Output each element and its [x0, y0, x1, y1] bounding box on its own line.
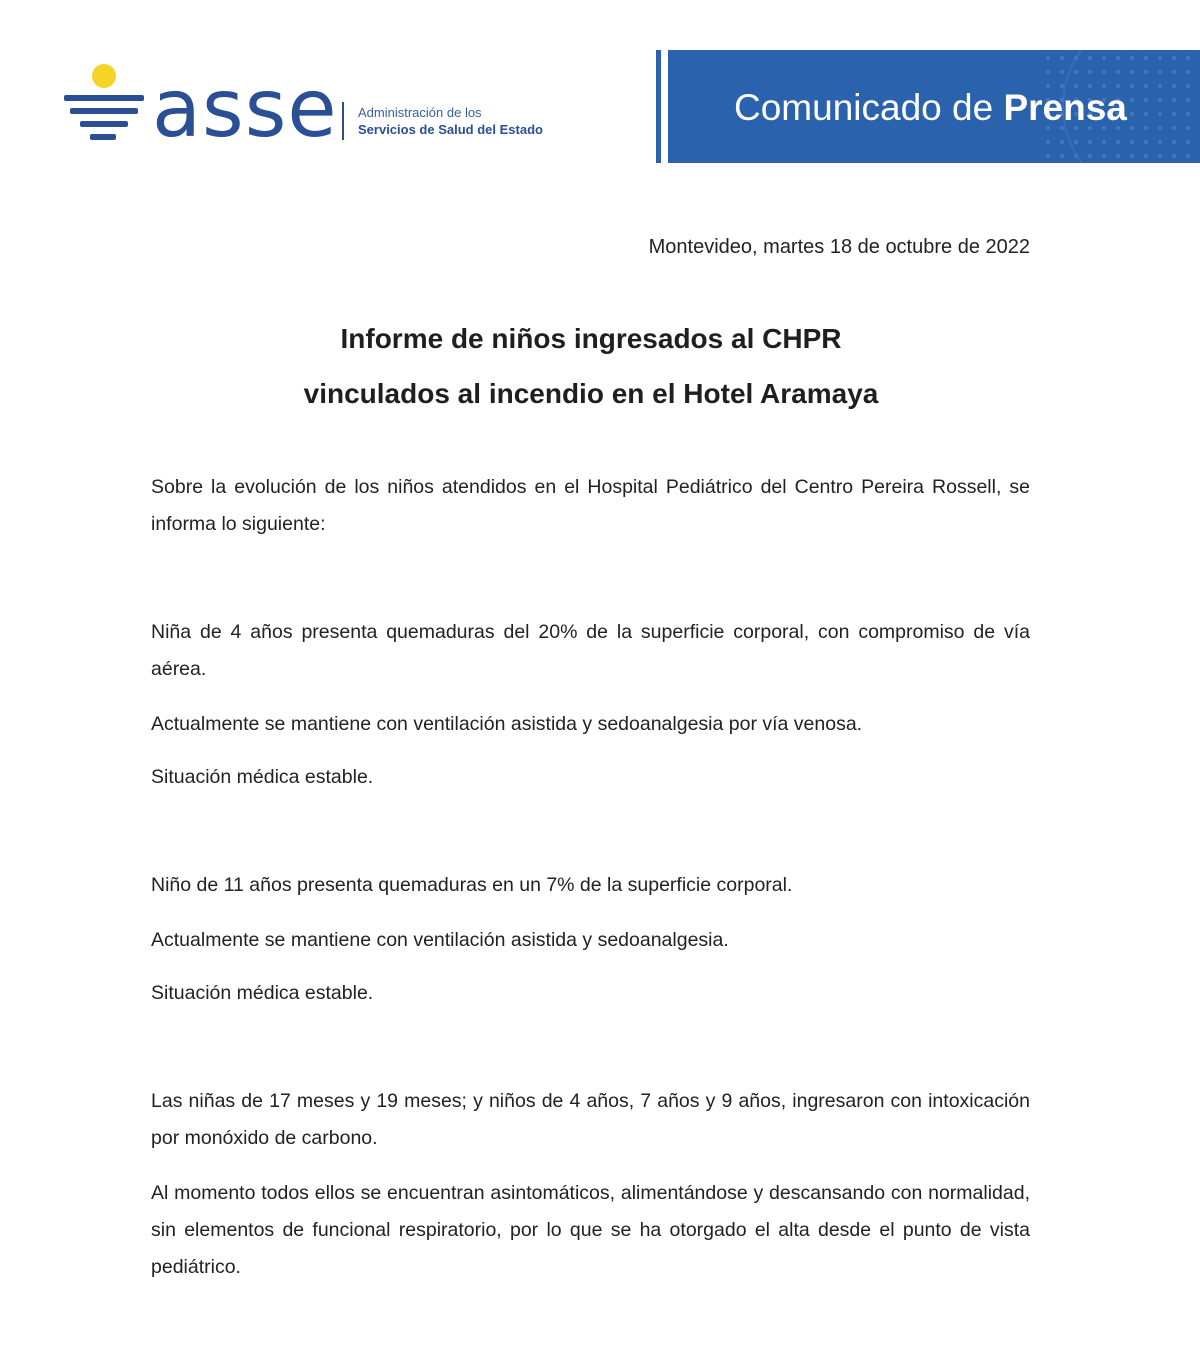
intro-paragraph: Sobre la evolución de los niños atendidos en el Hospital Pediátrico del Centro Pereira Rossell, se informa lo siguiente: — [151, 476, 1030, 535]
logo-subtitle-line1: Administración de los — [358, 105, 482, 120]
banner-title-bold: Prensa — [1003, 87, 1127, 128]
banner-title-light: Comunicado de — [734, 87, 1004, 128]
case-a-paragraph-3: Situación médica estable. — [151, 766, 374, 788]
case-b-paragraph-2: Actualmente se mantiene con ventilación asistida y sedoanalgesia. — [151, 929, 729, 951]
case-b-paragraph-1: Niño de 11 años presenta quemaduras en un 7% de la superficie corporal. — [151, 874, 793, 896]
case-c-paragraph-1: Las niñas de 17 meses y 19 meses; y niños de 4 años, 7 años y 9 años, ingresaron con intoxicación por monóxido de carbono. — [151, 1090, 1030, 1149]
case-c-paragraph-2: Al momento todos ellos se encuentran asintomáticos, alimentándose y descansando con normalidad, sin elementos de funcional respiratorio, por lo que se ha otorgado el alta desde el punto de vista pediátrico. — [151, 1182, 1030, 1278]
document-title-line1: Informe de niños ingresados al CHPR — [340, 323, 842, 354]
asse-logo — [60, 60, 580, 160]
banner-title — [734, 86, 1127, 130]
case-b-paragraph-3: Situación médica estable. — [151, 982, 374, 1004]
dateline: Montevideo, martes 18 de octubre de 2022 — [648, 236, 1030, 258]
asse-wordmark: asse — [152, 62, 338, 155]
case-a-paragraph-1: Niña de 4 años presenta quemaduras del 20% de la superficie corporal, con compromiso de vía aérea. — [151, 621, 1030, 680]
logo-divider — [342, 102, 344, 140]
case-a-paragraph-2: Actualmente se mantiene con ventilación asistida y sedoanalgesia por vía venosa. — [151, 713, 863, 735]
document-title-line2: vinculados al incendio en el Hotel Aramaya — [303, 378, 879, 409]
logo-subtitle — [358, 104, 543, 138]
banner-rule — [656, 50, 661, 163]
press-release-banner — [668, 50, 1200, 163]
logo-subtitle-line2: Servicios de Salud del Estado — [358, 122, 543, 137]
asse-sun-logo-icon — [60, 60, 150, 150]
